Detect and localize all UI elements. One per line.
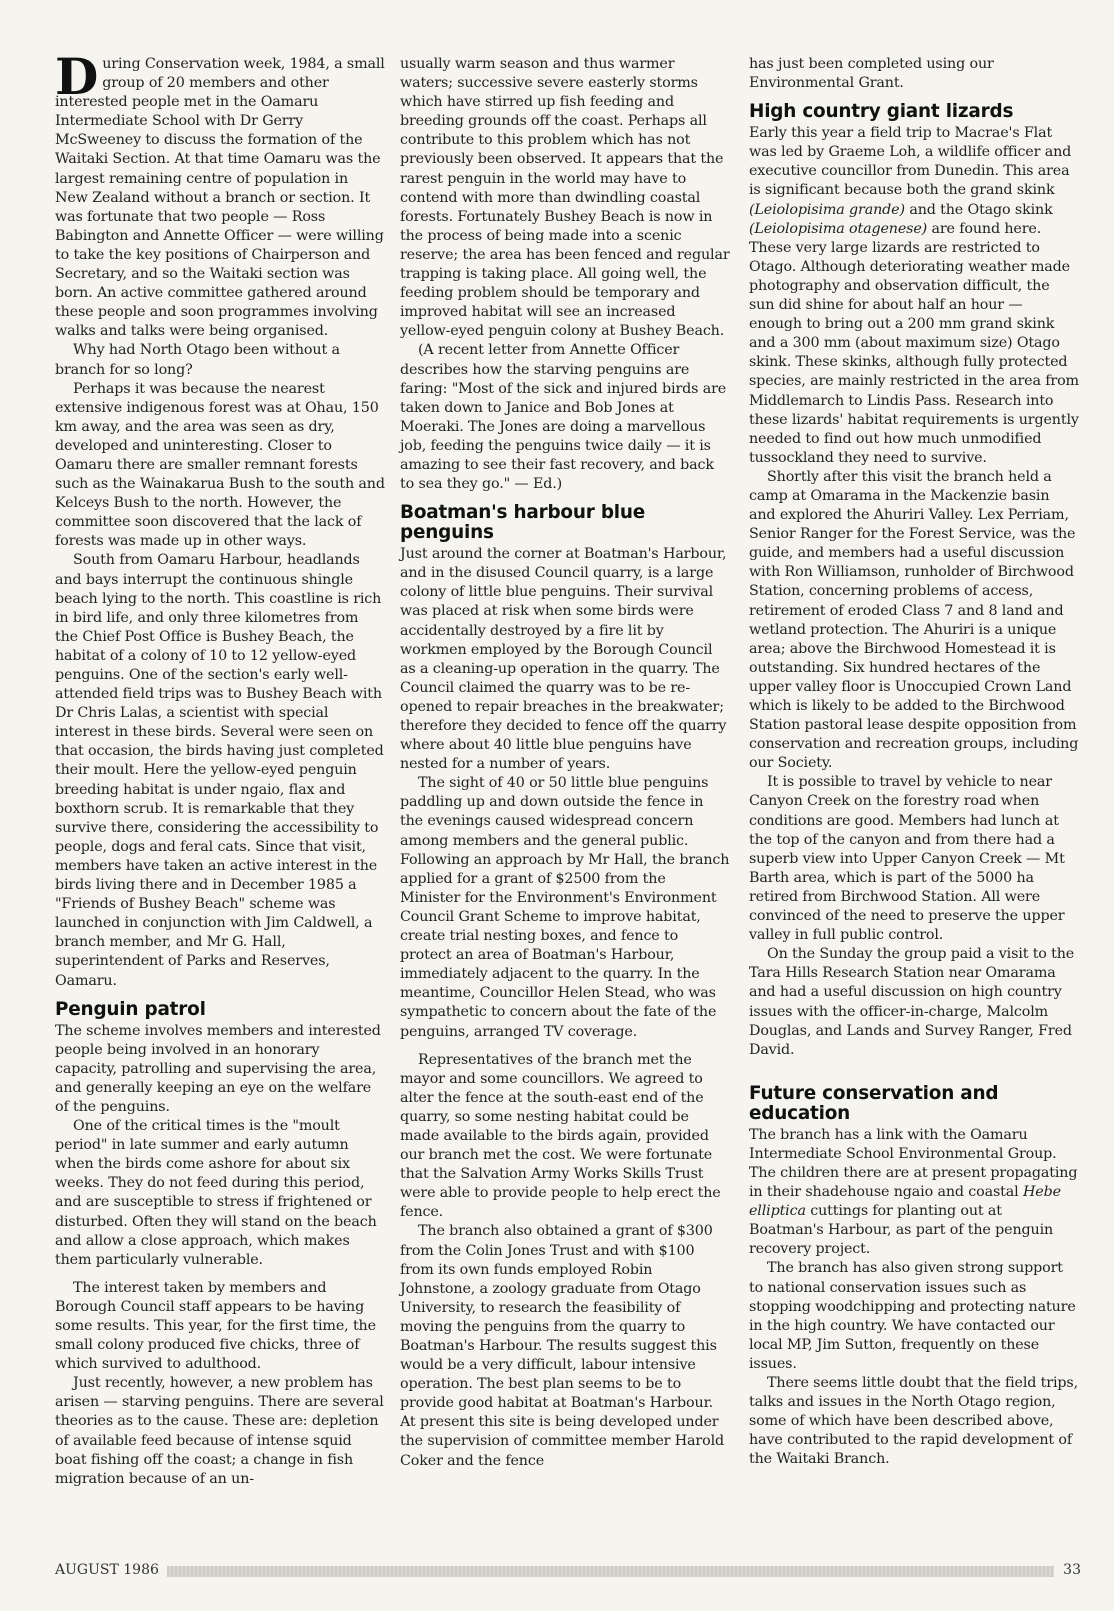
column-2 — [400, 55, 730, 1471]
paragraph: There seems little doubt that the field trips, talks and issues in the North Otago region, some of which have been described above, have contributed to the rapid development of the Waitaki Branch. — [749, 1375, 1078, 1468]
drop-cap: D — [55, 47, 99, 106]
heading-penguin-patrol: Penguin patrol — [55, 998, 206, 1020]
paragraph: Why had North Otago been without a branch for so long? — [55, 342, 340, 378]
heading-boatmans-harbour: Boatman's harbour blue penguins — [400, 502, 646, 544]
paragraph: Representatives of the branch met the mayor and some councillors. We agreed to alter the fence at the south-east end of the quarry, so some nesting habitat could be made available to the birds again, provided our branch met the cost. We were fortunate that the Salvation Army Works Skills Trust were able to provide people to help erect the fence. — [400, 1051, 721, 1221]
paragraph: Shortly after this visit the branch held a camp at Omarama in the Mackenzie basin and explored the Ahuriri Valley. Lex Perriam, Senior Ranger for the Forest Service, was the guide, and members had a useful discussion with Ron Williamson, runholder of Birchwood Station, concerning problems of access, retirement of eroded Class 7 and 8 land and wetland protection. The Ahuriri is a unique area; above the Birchwood Homestead it is outstanding. Six hundred hectares of the upper valley floor is Unoccupied Crown Land which is likely to be added to the Birchwood Station pastoral lease despite opposition from conservation and recreation groups, including our Society. — [749, 468, 1079, 772]
intro-paragraph: During Conservation week, 1984, a small group of 20 members and other interested people met in the Oamaru Intermediate School with Dr Gerry McSweeney to discuss the formation of the Waitaki Section. At that time Oamaru was the largest remaining centre of population in New Zealand without a branch or section. It was fortunate that two people — Ross Babington and Annette Officer — were willing to take the key positions of Chairperson and Secretary, and so the Waitaki section was born. An active committee gathered around these people and soon programmes involving walks and talks were being organised. — [55, 47, 385, 340]
column-1 — [55, 47, 385, 1489]
species-name: (Leiolopisima otagenese) — [749, 220, 928, 237]
heading-giant-lizards: High country giant lizards — [749, 101, 1014, 123]
paragraph: South from Oamaru Harbour, headlands and bays interrupt the continuous shingle beach lying to the north. This coastline is rich in bird life, and only three kilometres from the Chief Post Office is Bushey Beach, the habitat of a colony of 10 to 12 yellow-eyed penguins. One of the section's early well-attended field trips was to Bushey Beach with Dr Chris Lalas, a scientist with special interest in these birds. Several were seen on that occasion, the birds having just completed their moult. Here the yellow-eyed penguin breeding habitat is under ngaio, flax and boxthorn scrub. It is remarkable that they survive there, considering the accessibility to people, dogs and feral cats. Since that visit, members have taken an active interest in the birds living there and in December 1985 a "Friends of Bushey Beach" scheme was launched in conjunction with Jim Caldwell, a branch member, and Mr G. Hall, superintendent of Parks and Reserves, Oamaru. — [55, 552, 384, 989]
paragraph: The branch has also given strong support to national conservation issues such as stopping woodchipping and protecting nature in the high country. We have contacted our local MP, Jim Sutton, frequently on these issues. — [749, 1260, 1076, 1372]
paragraph: (A recent letter from Annette Officer describes how the starving penguins are faring: "Most of the sick and injured birds are taken down to Janice and Bob Jones at Moeraki. The Jones are doing a marvellous job, feeding the penguins twice daily — it is amazing to see their fast recovery, and back to sea they go." — Ed.) — [400, 342, 727, 493]
paragraph: usually warm season and thus warmer waters; successive severe easterly storms which have stirred up fish feeding and breeding grounds off the coast. Perhaps all contribute to this problem which has not previously been observed. It appears that the rarest penguin in the world may have to contend with more than dwindling coastal forests. Fortunately Bushey Beach is now in the process of being made into a scenic reserve; the area has been fenced and regular trapping is taking place. All going well, the feeding problem should be temporary and improved habitat will see an increased yellow-eyed penguin colony at Bushey Beach. — [400, 56, 730, 340]
paragraph: It is possible to travel by vehicle to near Canyon Creek on the forestry road when conditions are good. Members had lunch at the top of the canyon and from there had a superb view into Upper Canyon Creek — Mt Barth area, which is part of the 5000 ha retired from Birchwood Station. All were convinced of the need to preserve the upper valley in full public control. — [749, 774, 1065, 944]
paragraph: The scheme involves members and interested people being involved in an honorary capacity, patrolling and supervising the area, and generally keeping an eye on the welfare of the penguins. — [55, 1022, 381, 1115]
species-name: (Leiolopisima grande) — [749, 201, 905, 218]
column-3 — [749, 55, 1079, 1469]
paragraph: On the Sunday the group paid a visit to the Tara Hills Research Station near Omarama and had a useful discussion on high country issues with the officer-in-charge, Malcolm Douglas, and Lands and Survey Ranger, Fred David. — [749, 946, 1075, 1058]
issue-date: AUGUST 1986 — [55, 1562, 159, 1578]
page-number: 33 — [1063, 1562, 1081, 1578]
page-footer — [55, 1562, 1081, 1584]
paragraph: Just around the corner at Boatman's Harbour, and in the disused Council quarry, is a large colony of little blue penguins. Their survival was placed at risk when some birds were accidentally destroyed by a fire lit by workmen employed by the Borough Council as a cleaning-up operation in the quarry. The Council claimed the quarry was to be re-opened to repair breaches in the breakwater; therefore they decided to fence off the quarry where about 40 little blue penguins have nested for a number of years. — [400, 546, 727, 773]
paragraph: The interest taken by members and Borough Council staff appears to be having some results. This year, for the first time, the small colony produced five chicks, three of which survived to adulthood. — [55, 1279, 376, 1373]
paragraph: Just recently, however, a new problem has arisen — starving penguins. There are several theories as to the cause. These are: depletion of available feed because of intense squid boat fishing off the coast; a change in fish migration because of an un- — [55, 1375, 384, 1487]
paragraph: The branch has a link with the Oamaru Intermediate School Environmental Group. The children there are at present propagating in their shadehouse ngaio and coastal Hebe elliptica cuttings for planting out at Boatman's Harbour, as part of the penguin recovery project. — [749, 1126, 1078, 1258]
species-name: Hebe elliptica — [749, 1184, 1061, 1220]
paragraph: The branch also obtained a grant of $300 from the Colin Jones Trust and with $100 from its own funds employed Robin Johnstone, a zoology graduate from Otago University, to research the feasibility of moving the penguins from the quarry to Boatman's Harbour. The results suggest this would be a very difficult, labour intensive operation. The best plan seems to be to provide good habitat at Boatman's Harbour. At present this site is being developed under the supervision of committee member Harold Coker and the fence — [400, 1223, 724, 1469]
paragraph: Perhaps it was because the nearest extensive indigenous forest was at Ohau, 150 km away, and the area was seen as dry, developed and uninteresting. Closer to Oamaru there are smaller remnant forests such as the Wainakarua Bush to the south and Kelceys Bush to the north. However, the committee soon discovered that the lack of forests was made up in other ways. — [55, 380, 385, 550]
paragraph: One of the critical times is the "moult period" in late summer and early autumn when the birds come ashore for about six weeks. They do not feed during this period, and are susceptible to stress if frightened or disturbed. Often they will stand on the beach and allow a close approach, which makes them particularly vulnerable. — [55, 1118, 377, 1268]
paragraph: The sight of 40 or 50 little blue penguins paddling up and down outside the fence in the evenings caused widespread concern among members and the general public. Following an approach by Mr Hall, the branch applied for a grant of $2500 from the Minister for the Environment's Environment Council Grant Scheme to improve habitat, create trial nesting boxes, and fence to protect an area of Boatman's Harbour, immediately adjacent to the quarry. In the meantime, Councillor Helen Stead, who was sympathetic to concern about the fate of the penguins, arranged TV coverage. — [400, 775, 730, 1040]
paragraph: has just been completed using our Environmental Grant. — [749, 56, 994, 92]
paragraph: Early this year a field trip to Macrae's Flat was led by Graeme Loh, a wildlife officer and executive councillor from Dunedin. This area is significant because both the grand skink (Leiolopisima grande) and the Otago skink (Leiolopisima otagenese) are found here. These very large lizards are restricted to Otago. Although deteriorating weather made photography and observation difficult, the sun did shine for about half an hour — enough to bring out a 200 mm grand skink and a 300 mm (about maximum size) Otago skink. These skinks, although fully protected species, are mainly restricted in the area from Middlemarch to Lindis Pass. Research into these lizards' habitat requirements is urgently needed to find out how much unmodified tussockland they need to survive. — [749, 125, 1079, 466]
heading-future-conservation: Future conservation and education — [749, 1082, 999, 1124]
footer-rule — [167, 1566, 1054, 1577]
